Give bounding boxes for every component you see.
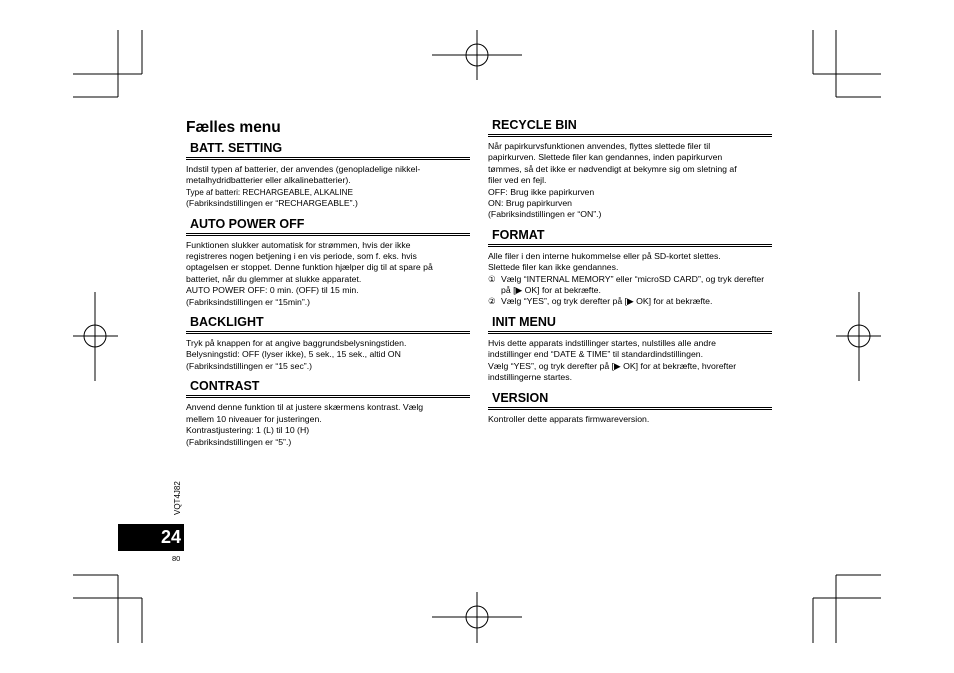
- text-line: Anvend denne funktion til at justere skærmens kontrast. Vælg: [186, 402, 424, 413]
- text-line: Kontroller dette apparats firmwareversion.: [488, 413, 650, 424]
- text-line: (Fabriksindstillingen er “15min”.): [186, 296, 311, 307]
- text-line: (Fabriksindstillingen er “15 sec”.): [186, 360, 313, 371]
- section-body: [488, 338, 772, 384]
- text-line: metalhydridbatterier eller alkalinebatterier).: [186, 175, 351, 186]
- section-body: [186, 338, 470, 372]
- text-line: papirkurven. Slettede filer kan gendannes, inden papirkurven: [488, 152, 723, 163]
- model-code: VQT4J82: [173, 481, 182, 515]
- text-line: (Fabriksindstillingen er “5”.): [186, 436, 292, 447]
- text-line: filer ved en fejl.: [488, 175, 547, 186]
- text-line: indstillingerne startes.: [488, 372, 573, 383]
- step-number: ①: [488, 273, 496, 284]
- section-heading: INIT MENU: [488, 314, 772, 334]
- text-line: registreres nogen betjening i en vis periode, som f. eks. hvis: [186, 251, 417, 262]
- section-body: [488, 414, 772, 425]
- text-line: AUTO POWER OFF: 0 min. (OFF) til 15 min.: [186, 285, 359, 296]
- section-version: [488, 390, 772, 425]
- section-heading: CONTRAST: [186, 378, 470, 398]
- step-number: ②: [488, 296, 496, 307]
- text-line: Belysningstid: OFF (lyser ikke), 5 sek., 15 sek., altid ON: [186, 349, 401, 360]
- text-line: Hvis dette apparats indstillinger startes, nulstilles alle andre: [488, 337, 716, 348]
- text-line: Kontrastjustering: 1 (L) til 10 (H): [186, 425, 310, 436]
- section-heading: VERSION: [488, 390, 772, 410]
- section-heading: RECYCLE BIN: [488, 117, 772, 137]
- small-page-number: 80: [172, 554, 181, 563]
- text-line: Funktionen slukker automatisk for strømmen, hvis der ikke: [186, 239, 411, 250]
- page-title: Fælles menu: [186, 119, 281, 136]
- page-number: 24: [160, 527, 181, 547]
- text-line: Alle filer i den interne hukommelse eller på SD-kortet slettes.: [488, 250, 721, 261]
- text-line: Indstil typen af batterier, der anvendes (genopladelige nikkel-: [186, 164, 421, 174]
- page-number-tab: [118, 524, 184, 551]
- section-heading: BACKLIGHT: [186, 314, 470, 334]
- section-body: [488, 251, 772, 308]
- text-line: OFF: Brug ikke papirkurven: [488, 186, 595, 197]
- section-body: [186, 402, 470, 448]
- section-heading: AUTO POWER OFF: [186, 216, 470, 236]
- step-text: Vælg “YES”, og tryk derefter på [▶ OK] for at bekræfte.: [501, 296, 713, 307]
- section-body: [186, 164, 470, 210]
- step-item: [488, 296, 772, 307]
- text-line: Slettede filer kan ikke gendannes.: [488, 262, 619, 273]
- section-body: [488, 141, 772, 221]
- text-line: indstillinger end “DATE & TIME” til standardindstillingen.: [488, 349, 704, 360]
- left-column: [186, 140, 470, 454]
- section-contrast: [186, 378, 470, 448]
- text-line: (Fabriksindstillingen er “RECHARGEABLE”.): [186, 198, 358, 209]
- text-line: batteriet, når du glemmer at slukke apparatet.: [186, 273, 362, 284]
- section-init-menu: [488, 314, 772, 384]
- text-line: optagelsen er stoppet. Denne funktion hjælper dig til at spare på: [186, 262, 433, 273]
- text-line: tømmes, så det ikke er nødvendigt at bekymre sig om sletning af: [488, 163, 737, 174]
- text-line: Vælg “YES”, og tryk derefter på [▶ OK] for at bekræfte, hvorefter: [488, 360, 737, 371]
- text-line: ON: Brug papirkurven: [488, 198, 573, 209]
- right-column: [488, 117, 772, 431]
- section-auto-power-off: [186, 216, 470, 308]
- text-line: (Fabriksindstillingen er “ON”.): [488, 209, 602, 220]
- section-batt-setting: [186, 140, 470, 210]
- text-line: Tryk på knappen for at angive baggrundsbelysningstiden.: [186, 338, 407, 349]
- section-backlight: [186, 314, 470, 372]
- section-format: [488, 227, 772, 308]
- text-line: Når papirkurvsfunktionen anvendes, flyttes slettede filer til: [488, 141, 711, 151]
- step-text: Vælg “INTERNAL MEMORY” eller “microSD CARD”, og tryk derefter på [▶ OK] for at bekræfte.: [501, 273, 765, 296]
- text-line: mellem 10 niveauer for justeringen.: [186, 413, 322, 424]
- step-item: [488, 274, 772, 297]
- section-heading: BATT. SETTING: [186, 140, 470, 160]
- section-recycle-bin: [488, 117, 772, 221]
- section-body: [186, 240, 470, 308]
- text-line: Type af batteri: RECHARGEABLE, ALKALINE: [186, 187, 354, 197]
- section-heading: FORMAT: [488, 227, 772, 247]
